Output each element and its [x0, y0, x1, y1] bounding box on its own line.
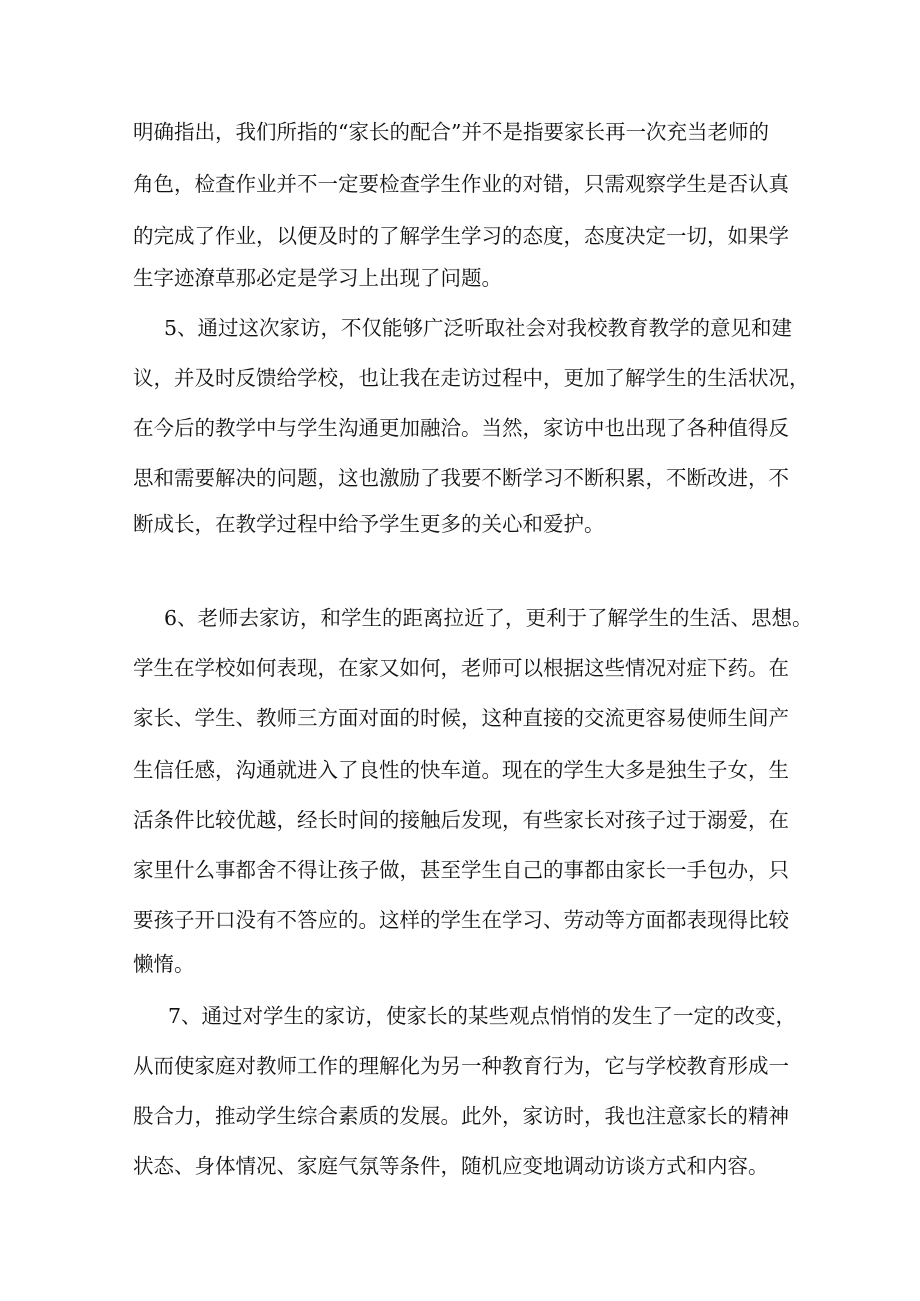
text-line: 议，并及时反馈给学校，也让我在走访过程中，更加了解学生的生活状况，: [133, 366, 810, 390]
text-line: 思和需要解决的问题，这也激励了我要不断学习不断积累，不断改进，不: [133, 466, 789, 490]
paragraph-6-first-line: 6、老师去家访，和学生的距离拉近了，更利于了解学生的生活、思想。: [164, 606, 813, 630]
text-line: 活条件比较优越，经长时间的接触后发现，有些家长对孩子过于溺爱，在: [133, 808, 789, 832]
text-line: 懒惰。: [133, 952, 195, 976]
text-line: 家里什么事都舍不得让孩子做，甚至学生自己的事都由家长一手包办，只: [133, 858, 789, 882]
text-line: 明确指出，我们所指的“家长的配合”并不是指要家长再一次充当老师的: [133, 120, 769, 144]
text-line: 状态、身体情况、家庭气氛等条件，随机应变地调动访谈方式和内容。: [133, 1154, 769, 1178]
text-line: 学生在学校如何表现，在家又如何，老师可以根据这些情况对症下药。在: [133, 656, 789, 680]
text-line: 角色，检查作业并不一定要检查学生作业的对错，只需观察学生是否认真: [133, 172, 789, 196]
paragraph-7-first-line: 7、通过对学生的家访，使家长的某些观点悄悄的发生了一定的改变，: [168, 1004, 797, 1028]
text-line: 从而使家庭对教师工作的理解化为另一种教育行为，它与学校教育形成一: [133, 1054, 789, 1078]
text-line: 股合力，推动学生综合素质的发展。此外，家访时，我也注意家长的精神: [133, 1104, 789, 1128]
text-line: 家长、学生、教师三方面对面的时候，这种直接的交流更容易使师生间产: [133, 706, 789, 730]
paragraph-5-first-line: 5、通过这次家访，不仅能够广泛听取社会对我校教育教学的意见和建: [164, 316, 793, 340]
text-line: 要孩子开口没有不答应的。这样的学生在学习、劳动等方面都表现得比较: [133, 908, 789, 932]
text-line: 生信任感，沟通就进入了良性的快车道。现在的学生大多是独生子女，生: [133, 758, 789, 782]
text-line: 的完成了作业，以便及时的了解学生学习的态度，态度决定一切，如果学: [133, 224, 789, 248]
text-line: 在今后的教学中与学生沟通更加融洽。当然，家访中也出现了各种值得反: [133, 416, 789, 440]
text-line: 生字迹潦草那必定是学习上出现了问题。: [133, 266, 502, 290]
text-line: 断成长，在教学过程中给予学生更多的关心和爱护。: [133, 512, 605, 536]
